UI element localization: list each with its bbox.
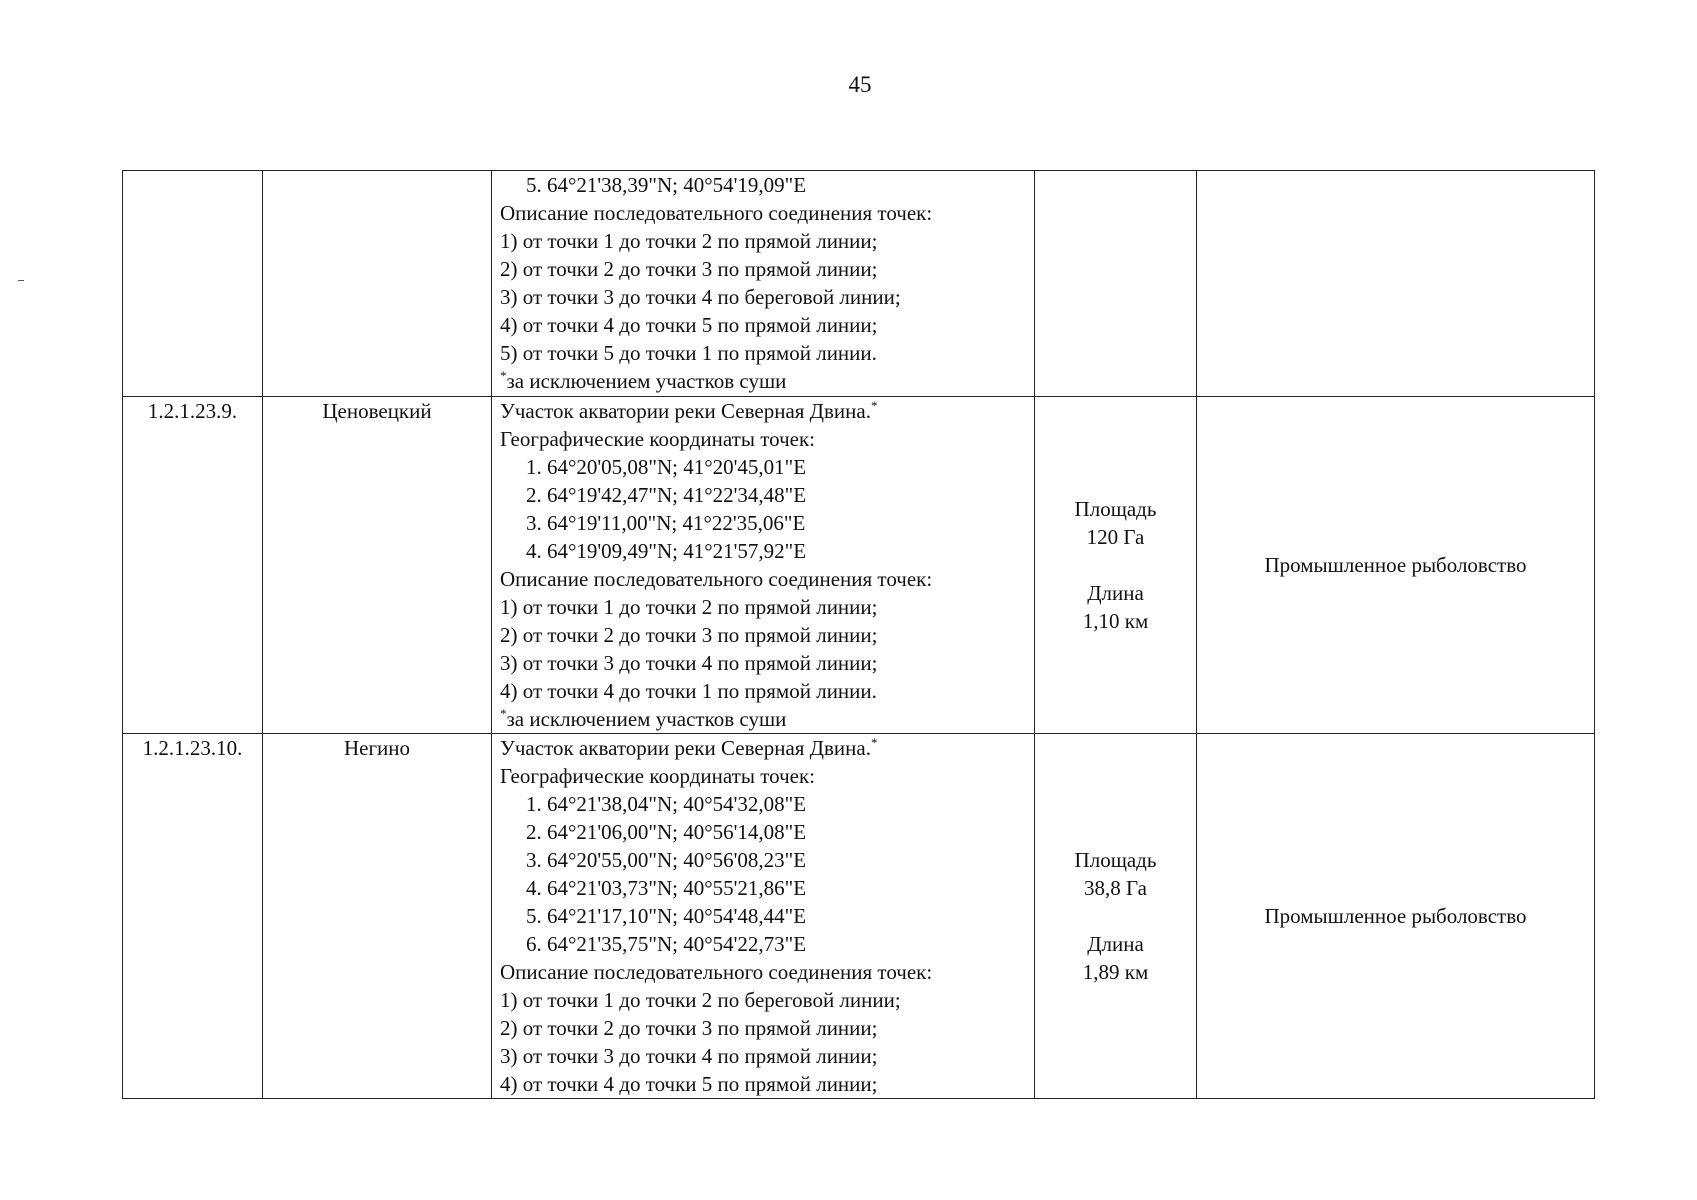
usage-cell: Промышленное рыболовство [1197, 397, 1595, 734]
area-intro-text: Участок акватории реки Северная Двина. [500, 736, 871, 760]
coordinate-point: 1. 64°20'05,08"N; 41°20'45,01"E [526, 455, 807, 479]
coordinate-point: 4. 64°21'03,73"N; 40°55'21,86"E [526, 876, 807, 900]
footnote [500, 705, 1026, 733]
description-cell [492, 171, 1035, 397]
connection-item: 2) от точки 2 до точки 3 по прямой линии; [500, 1016, 878, 1040]
connection-item: 4) от точки 4 до точки 1 по прямой линии. [500, 679, 877, 703]
footnote-text: за исключением участков суши [506, 707, 787, 731]
usage-cell [1197, 171, 1595, 397]
area-label: Площадь [1074, 848, 1157, 872]
coordinate-point: 4. 64°19'09,49"N; 41°21'57,92"E [526, 539, 807, 563]
coordinate-point: 2. 64°21'06,00"N; 40°56'14,08"E [526, 820, 807, 844]
coordinate-point: 3. 64°19'11,00"N; 41°22'35,06"E [526, 511, 806, 535]
coordinates-title: Географические координаты точек: [500, 764, 815, 788]
connection-item: 4) от точки 4 до точки 5 по прямой линии; [500, 1072, 878, 1096]
length-label: Длина [1087, 932, 1144, 956]
description-cell [492, 397, 1035, 734]
connection-item: 1) от точки 1 до точки 2 по прямой линии; [500, 595, 878, 619]
area-name-cell: Ценовецкий [263, 397, 492, 734]
fishing-areas-table [122, 170, 1595, 1099]
area-label: Площадь [1074, 497, 1157, 521]
connection-item: 3) от точки 3 до точки 4 по прямой линии; [500, 1044, 878, 1068]
description-cell [492, 734, 1035, 1099]
table-row [123, 171, 1595, 397]
table-row [123, 397, 1595, 734]
length-label: Длина [1087, 581, 1144, 605]
connection-item: 5) от точки 5 до точки 1 по прямой линии. [500, 341, 877, 365]
scan-speck [18, 280, 24, 281]
coordinate-point: 5. 64°21'38,39"N; 40°54'19,09"E [526, 173, 807, 197]
size-cell [1035, 171, 1197, 397]
area-name-cell [263, 171, 492, 397]
area-intro-text: Участок акватории реки Северная Двина. [500, 399, 871, 423]
footnote [500, 367, 1026, 395]
connection-item: 4) от точки 4 до точки 5 по прямой линии; [500, 313, 878, 337]
footnote-mark: * [870, 398, 878, 413]
coordinate-point: 5. 64°21'17,10"N; 40°54'48,44"E [526, 904, 807, 928]
area-intro [500, 397, 1026, 425]
area-value: 120 Га [1086, 525, 1145, 549]
coordinate-point: 6. 64°21'35,75"N; 40°54'22,73"E [526, 932, 807, 956]
coordinate-point: 1. 64°21'38,04"N; 40°54'32,08"E [526, 792, 807, 816]
connection-item: 1) от точки 1 до точки 2 по прямой линии; [500, 229, 878, 253]
footnote-mark: * [500, 706, 507, 721]
coordinates-title: Географические координаты точек: [500, 427, 815, 451]
footnote-text: за исключением участков суши [506, 369, 787, 393]
size-cell [1035, 734, 1197, 1099]
row-number-cell [123, 171, 263, 397]
footnote-mark: * [870, 735, 878, 750]
table-row [123, 734, 1595, 1099]
length-value: 1,10 км [1082, 609, 1149, 633]
connection-item: 1) от точки 1 до точки 2 по береговой линии; [500, 988, 901, 1012]
connection-item: 3) от точки 3 до точки 4 по прямой линии; [500, 651, 878, 675]
area-value: 38,8 Га [1084, 876, 1147, 900]
connection-title: Описание последовательного соединения точек: [500, 567, 933, 591]
area-intro [500, 734, 1026, 762]
usage-cell: Промышленное рыболовство [1197, 734, 1595, 1099]
connection-title: Описание последовательного соединения точек: [500, 201, 933, 225]
connection-item: 2) от точки 2 до точки 3 по прямой линии; [500, 257, 878, 281]
coordinate-point: 2. 64°19'42,47"N; 41°22'34,48"E [526, 483, 807, 507]
footnote-mark: * [500, 368, 507, 383]
page-number: 45 [848, 72, 872, 97]
connection-item: 3) от точки 3 до точки 4 по береговой линии; [500, 285, 901, 309]
row-number-cell: 1.2.1.23.9. [123, 397, 263, 734]
area-name-cell: Негино [263, 734, 492, 1099]
size-cell [1035, 397, 1197, 734]
length-value: 1,89 км [1082, 960, 1149, 984]
connection-item: 2) от точки 2 до точки 3 по прямой линии; [500, 623, 878, 647]
connection-title: Описание последовательного соединения точек: [500, 960, 933, 984]
row-number-cell: 1.2.1.23.10. [123, 734, 263, 1099]
coordinate-point: 3. 64°20'55,00"N; 40°56'08,23"E [526, 848, 807, 872]
